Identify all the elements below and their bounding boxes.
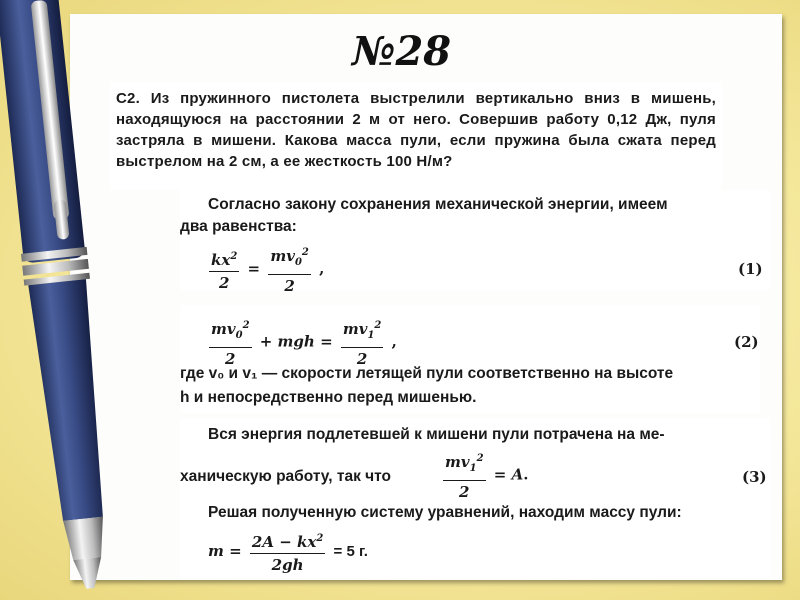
where-line-1: где v₀ и v₁ — скорости летящей пули соответственно на высоте: [180, 365, 674, 382]
energy-line-1: Вся энергия подлетевшей к мишени пули потрачена на ме-: [208, 426, 665, 443]
problem-text: Из пружинного пистолета выстрелили вертикально вниз в мишень, находящуюся на расстоянии 2 м от него. Совершив работу 0,12 Дж, пуля застряла в мишени. Какова масса пули, если пружина была сжата перед выстрелом на 2 см, а ее жесткость 100 Н/м?: [116, 90, 716, 170]
equation-3: $\frac{mv_1^2}{2}$ = A.: [440, 448, 528, 503]
equation-3-number: (3): [742, 468, 767, 486]
intro-line-1: Согласно закону сохранения механической энергии, имеем: [208, 196, 668, 213]
equation-2-number: (2): [734, 333, 759, 351]
equation-2: $\frac{mv_0^2}{2}$ + mgh = $\frac{mv_1^2}{2}$ ,: [206, 315, 397, 370]
equation-1-number: (1): [738, 260, 763, 278]
problem-statement: [110, 82, 722, 190]
solution-equation-2: [180, 305, 760, 413]
where-line-2: h и непосредственно перед мишенью.: [180, 389, 477, 406]
solution-conclusion: [180, 418, 770, 578]
equation-1: $\frac{kx^2}{2}$ = $\frac{mv_0^2}{2}$ ,: [206, 242, 324, 297]
solution-intro: [180, 190, 770, 295]
answer-value: = 5 г.: [333, 543, 368, 560]
problem-label: С2.: [116, 90, 140, 107]
intro-line-2: два равенства:: [180, 218, 297, 235]
answer-equation: m = $\frac{2A - kx^2}{2gh}$ = 5 г.: [208, 528, 368, 576]
pen-illustration: [0, 0, 180, 600]
page-title: №28: [352, 28, 452, 75]
solve-line: Решая полученную систему уравнений, находим массу пули:: [208, 504, 682, 521]
energy-line-2: ханическую работу, так что: [180, 468, 392, 485]
